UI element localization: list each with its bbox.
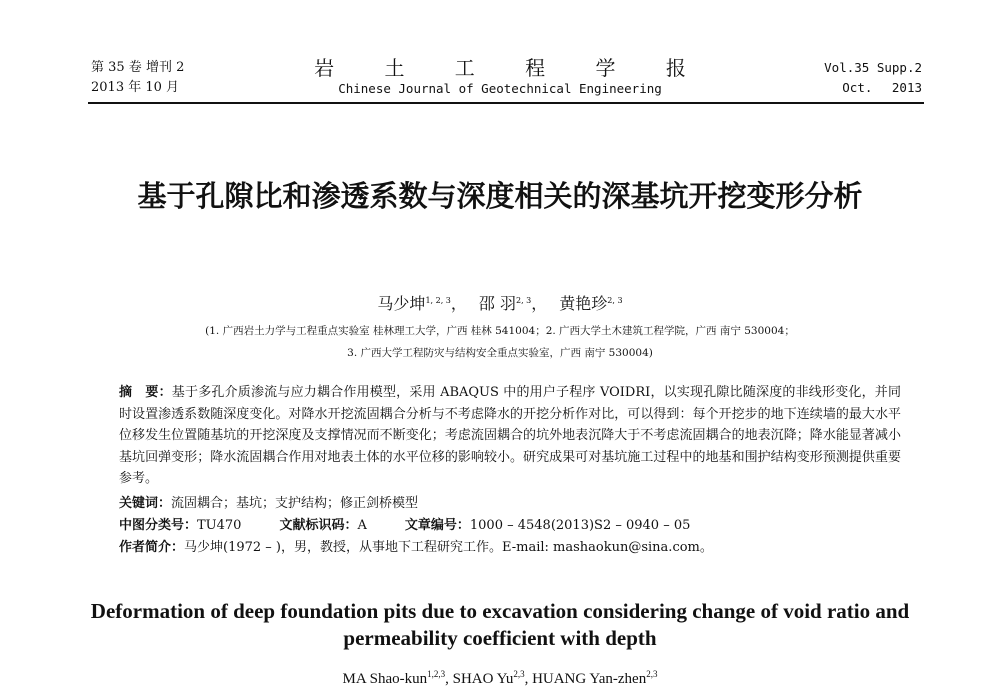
keywords-label: 关键词： <box>119 496 172 511</box>
issue-date: Oct. 2013 <box>842 80 922 95</box>
author-list-en: MA Shao-kun$^{1,2,3}$, SHAO Yu$^{2,3}$, HUANG Yan-zhen$^{2,3}$ <box>342 669 658 687</box>
clc-label: 中图分类号： <box>119 518 198 533</box>
abstract <box>119 382 901 490</box>
author-affil-marker: 2, 3 <box>516 296 532 305</box>
author-name-en: MA Shao-kun <box>342 671 428 687</box>
author-affil-marker: 1,2,3 <box>427 669 446 679</box>
volume-issue: 第 35 卷 增刊 2 <box>91 60 185 75</box>
author-bio-label: 作者简介： <box>119 540 185 555</box>
keywords <box>119 493 418 514</box>
article-number-value: 1000 – 4548(2013)S2 – 0940 – 05 <box>469 518 691 533</box>
author-list-cn: 马少坤$^{1, 2, 3}$， 邵 羽$^{2, 3}$， 黄艳珍$^{2, 3}$ <box>377 294 623 313</box>
author-name: 黄艳珍 <box>559 294 608 313</box>
author-affil-marker: 2,3 <box>646 669 658 679</box>
article-number-label: 文章编号： <box>404 518 470 533</box>
doc-code-label: 文献标识码： <box>279 518 358 533</box>
header-rule <box>88 102 924 104</box>
affiliation-line: (1. 广西岩土力学与工程重点实验室 桂林理工大学，广西 桂林 541004；2. 广西大学土木建筑工程学院，广西 南宁 530004； <box>205 325 795 337</box>
author-bio-text: 马少坤(1972 – )，男，教授，从事地下工程研究工作。E-mail: mashaokun@sina.com。 <box>184 540 713 555</box>
affiliation-line: 3. 广西大学工程防灾与结构安全重点实验室，广西 南宁 530004) <box>347 347 653 359</box>
year-month: 2013 年 10 月 <box>91 80 180 95</box>
journal-name-cn: 岩 土 工 程 学 报 <box>314 56 708 80</box>
author-name: 邵 羽 <box>478 294 516 313</box>
paper-title-en: Deformation of deep foundation pits due to excavation considering change of void ratio and permeability coefficient with depth <box>90 599 910 650</box>
author-name: 马少坤 <box>377 294 426 313</box>
clc-value: TU470 <box>197 518 242 533</box>
author-affil-marker: 2, 3 <box>607 296 623 305</box>
author-affil-marker: 2,3 <box>513 669 525 679</box>
author-name-en: SHAO Yu <box>452 671 514 687</box>
author-name-en: HUANG Yan-zhen <box>532 671 647 687</box>
classification-line <box>119 515 690 536</box>
volume-info-en <box>824 58 922 98</box>
keywords-text: 流固耦合；基坑；支护结构；修正剑桥模型 <box>171 496 419 511</box>
abstract-label: 摘 要： <box>119 385 172 400</box>
running-header <box>0 56 1000 100</box>
author-affil-marker: 1, 2, 3 <box>425 296 451 305</box>
journal-name-en: Chinese Journal of Geotechnical Engineering <box>338 81 662 96</box>
abstract-text: 基于多孔介质渗流与应力耦合作用模型，采用 ABAQUS 中的用户子程序 VOIDRI，以实现孔隙比随深度的非线形变化，并同时设置渗透系数随深度变化。对降水开挖流固耦合分析与不考虑降水的开挖分析作对比，可以得到：每个开挖步的地下连续墙的最大水平位移发生位置随基坑的开挖深度及支撑情况而不断变化；考虑流固耦合的坑外地表沉降大于不考虑流固耦合的地表沉降；降水能显著减小基坑回弹变形；降水流固耦合作用对地表土体的水平位移的影响较小。研究成果可对基坑施工过程中的地基和围护结构变形预测提供重要参考。 <box>119 385 901 486</box>
author-bio <box>119 537 713 558</box>
volume-supp: Vol.35 Supp.2 <box>824 60 922 75</box>
doc-code-value: A <box>357 518 367 533</box>
paper-title-cn: 基于孔隙比和渗透系数与深度相关的深基坑开挖变形分析 <box>137 179 863 213</box>
